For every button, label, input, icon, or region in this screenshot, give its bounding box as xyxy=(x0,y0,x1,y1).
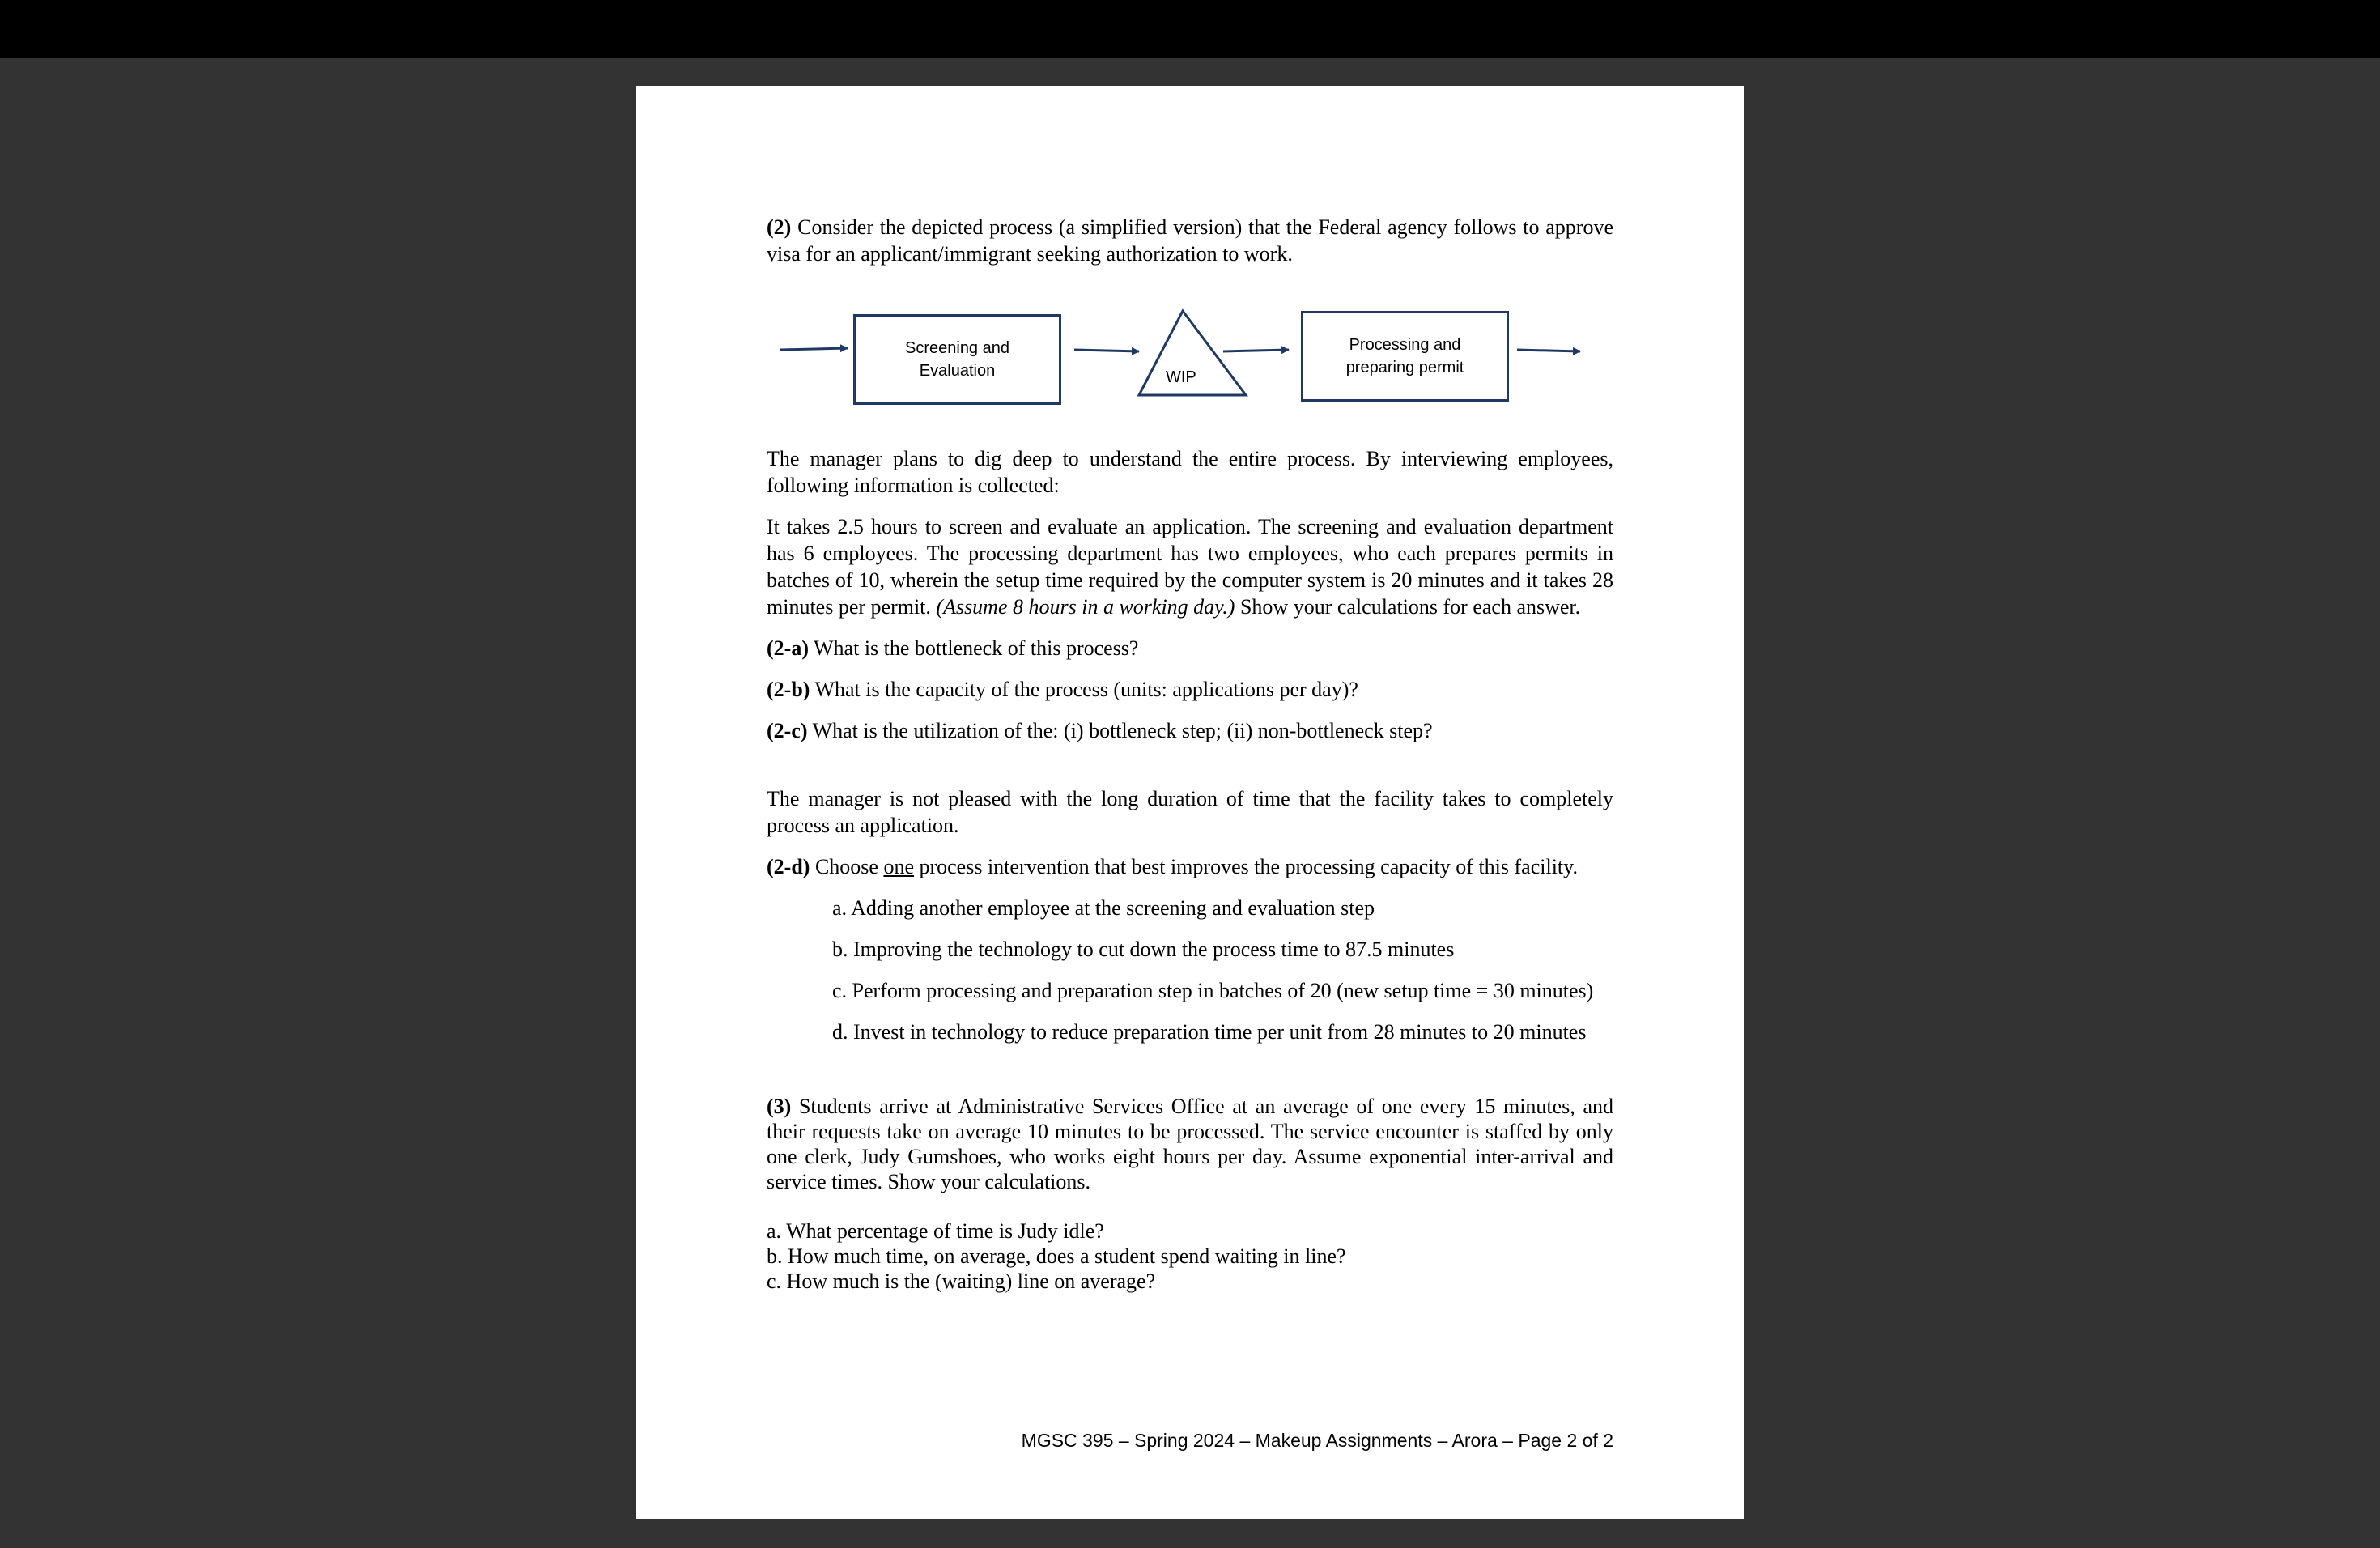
document-page xyxy=(636,86,1744,1519)
q3-question-a: a. What percentage of time is Judy idle? xyxy=(767,1219,1104,1243)
question-2a-text: What is the bottleneck of this process? xyxy=(808,636,1139,660)
question-2b xyxy=(767,676,1613,703)
arrow-to-wip xyxy=(1074,350,1139,351)
arrow-in xyxy=(780,348,848,350)
page-footer: MGSC 395 – Spring 2024 – Makeup Assignments – Arora – Page 2 of 2 xyxy=(1021,1430,1613,1451)
arrow-out xyxy=(1517,350,1580,351)
screening-box-label: Screening and Evaluation xyxy=(905,339,1009,380)
q2-intro xyxy=(767,214,1613,267)
question-2c xyxy=(767,717,1613,744)
question-2d-post: process intervention that best improves the processing capacity of this facility. xyxy=(913,855,1578,878)
option-b: b. Improving the technology to cut down the process time to 87.5 minutes xyxy=(832,938,1455,961)
para-details-end: Show your calculations for each answer. xyxy=(1235,595,1581,619)
wip-label: WIP xyxy=(1166,368,1196,386)
para-manager-plans: The manager plans to dig deep to understand the entire process. By interviewing employees, following information is collected: xyxy=(767,447,1613,497)
question-2b-label: (2-b) xyxy=(767,678,810,701)
question-2d-pre: Choose xyxy=(810,855,884,878)
option-a: a. Adding another employee at the screening and evaluation step xyxy=(832,896,1375,920)
processing-box xyxy=(1301,311,1509,402)
q3-intro xyxy=(767,1094,1613,1194)
screening-box xyxy=(853,314,1061,405)
q3-number: (3) xyxy=(767,1095,792,1118)
q2-intro-text: Consider the depicted process (a simplified version) that the Federal agency follows to approve visa for an applicant/immigrant seeking authorization to work. xyxy=(767,215,1613,266)
option-c: c. Perform processing and preparation step in batches of 20 (new setup time = 30 minutes) xyxy=(832,979,1594,1002)
q3-text: Students arrive at Administrative Services Office at an average of one every 15 minutes, and their requests take on average 10 minutes to be processed. The service encounter is staffed by only one clerk, Judy Gumshoes, who works eight hours per day. Assume exponential inter-arrival and service times. Show your calculations. xyxy=(767,1095,1613,1193)
question-2d xyxy=(767,853,1613,880)
process-diagram xyxy=(767,304,1613,411)
question-2a-label: (2-a) xyxy=(767,636,809,660)
top-bar xyxy=(0,0,2380,58)
question-2c-text: What is the utilization of the: (i) bottleneck step; (ii) non-bottleneck step? xyxy=(807,719,1433,742)
arrow-from-wip xyxy=(1223,350,1289,351)
question-2a xyxy=(767,635,1613,661)
option-d: d. Invest in technology to reduce preparation time per unit from 28 minutes to 20 minutes xyxy=(832,1020,1587,1044)
q3-question-b: b. How much time, on average, does a student spend waiting in line? xyxy=(767,1244,1346,1268)
q3-question-c: c. How much is the (waiting) line on average? xyxy=(767,1269,1156,1293)
para-details-main: It takes 2.5 hours to screen and evaluate an application. The screening and evaluation department has 6 employees. The processing department has two employees, who each prepares permits in batches of 10, wherein the setup time required by the computer system is 20 minutes and it takes 28 minutes per permit. xyxy=(767,515,1613,619)
question-2d-underline: one xyxy=(883,855,914,878)
processing-box-label: Processing and preparing permit xyxy=(1345,336,1464,376)
question-2d-label: (2-d) xyxy=(767,855,810,878)
q2-number: (2) xyxy=(767,215,792,239)
question-2c-label: (2-c) xyxy=(767,719,808,742)
para-not-pleased: The manager is not pleased with the long duration of time that the facility takes to completely process an application. xyxy=(767,787,1613,837)
page-content xyxy=(767,214,1613,1294)
q3-questions xyxy=(767,1218,1613,1294)
para-details xyxy=(767,513,1613,620)
para-details-italic: (Assume 8 hours in a working day.) xyxy=(936,595,1235,619)
question-2b-text: What is the capacity of the process (units: applications per day)? xyxy=(810,678,1358,701)
